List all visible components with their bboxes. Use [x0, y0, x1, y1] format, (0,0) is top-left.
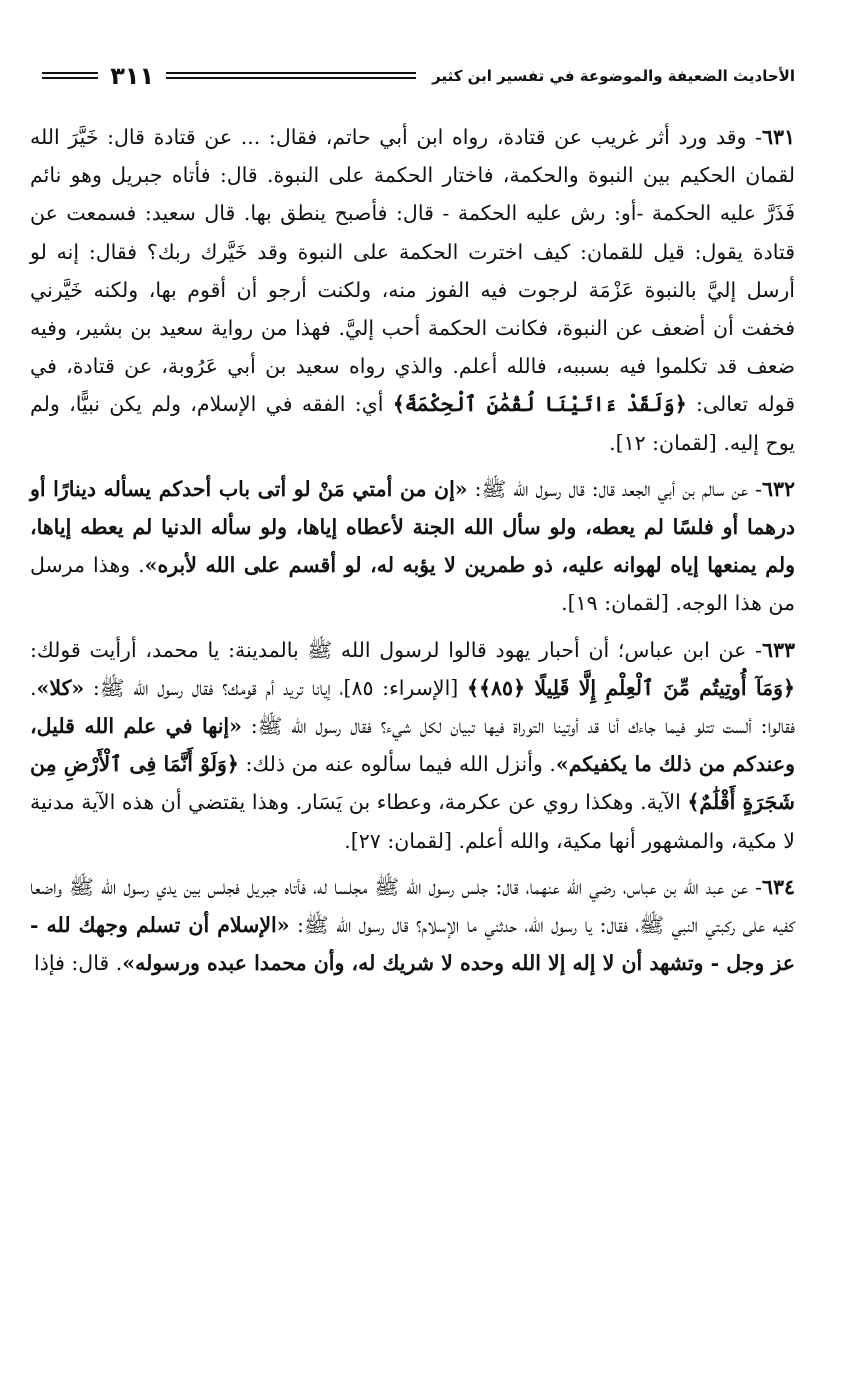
header-rule-end: [42, 71, 98, 81]
entry-number: ٦٣١: [761, 125, 795, 149]
entry-text: أي: الفقه في الإسلام، ولم يكن نبيًّا، ولم يوح إليه. [لقمان: ١٢].: [30, 392, 795, 455]
running-title: الأحاديث الضعيفة والموضوعة في تفسير ابن كثير: [432, 67, 795, 85]
entry-632: [30, 470, 795, 623]
quran-verse: ﴿وَلَقَدْ ءَاتَيْنَا لُقْمَٰنَ ٱلْحِكْمَةَ﴾: [392, 392, 687, 417]
entry-633: [30, 631, 795, 860]
entry-631: [30, 118, 795, 462]
entry-text: . وهذا مرسل من هذا الوجه. [لقمان: ١٩].: [30, 553, 795, 616]
entry-634: [30, 868, 795, 983]
quran-verse: ﴿وَلَوْ أَنَّمَا فِى ٱلْأَرْضِ مِن شَجَرَةٍ أَقْلَٰمٌ﴾: [30, 752, 795, 815]
entry-text: - عن ابن عباس؛ أن أحبار يهود قالوا لرسول الله ﷺ بالمدينة: يا محمد، أرأيت قولك:: [30, 637, 762, 662]
hadith-text: «كلا»: [36, 675, 85, 700]
entry-number: ٦٣٣: [761, 637, 795, 662]
hadith-text: «إن من أمتي مَنْ لو أتى باب أحدكم يسأله دينارًا أو درهما أو فلسًا لم يعطه، ولو سأل الله الجنة لأعطاه إياها، ولو سأله الدنيا لم يعطه إياها، ولم يمنعها إياه لهوانه عليه، ذو طمرين لا يؤبه له، لو أقسم على الله لأبره»: [30, 476, 795, 578]
entry-text: - عن عبد الله بن عباس، رضي الله عنهما، قال: جلس رسول الله ﷺ مجلسا له، فأتاه جبريل فجلس بين يدي رسول الله ﷺ واضعا كفيه على ركبتي النبي ﷺ، فقال: يا رسول الله، حدثني ما الإسلام؟ قال رسول الله ﷺ:: [30, 874, 795, 938]
entry-text: . فقالوا: ألست تتلو فيما جاءك أنا قد أوتينا التوراة فيها تبيان لكل شيء؟ فقال رسول الله ﷺ:: [30, 675, 795, 739]
header-rule-left: [166, 71, 416, 81]
hadith-text: «إنها في علم الله قليل، وعندكم من ذلك ما يكفيكم»: [30, 714, 795, 777]
page-number: ٣١١: [110, 62, 155, 90]
entry-text: - عن سالم بن أبي الجعد قال: قال رسول الله ﷺ:: [474, 476, 762, 501]
page-body: [30, 118, 795, 990]
entry-text: . قال: فإذا: [34, 951, 123, 976]
entry-text: . وأنزل الله فيما سألوه عنه من ذلك:: [245, 752, 556, 777]
entry-text: [الإسراء: ٨٥]، إيانا تريد أم قومك؟ فقال رسول الله ﷺ:: [92, 675, 459, 700]
hadith-text: «الإسلام أن تسلم وجهك لله - عز وجل - وتشهد أن لا إله إلا الله وحده لا شريك له، وأن محمدا عبده ورسوله»: [30, 913, 795, 976]
entry-number: ٦٣٢: [761, 476, 795, 501]
entry-number: ٦٣٤: [761, 874, 795, 899]
entry-text: - وقد ورد أثر غريب عن قتادة، رواه ابن أبي حاتم، فقال: ... عن قتادة قال: خَيَّرَ الله لقمان الحكيم بين النبوة والحكمة، فاختار الحكمة على النبوة. قال: فأتاه جبريل وهو نائم فَذَرَّ عليه الحكمة -أو: رش عليه الحكمة - قال: فأصبح ينطق بها. قال سعيد: فسمعت عن قتادة يقول: قيل للقمان: كيف اخترت الحكمة على النبوة وقد خَيَّرك ربك؟ فقال: إنه لو أرسل إليَّ بالنبوة عَزْمَة لرجوت فيه الفوز منه، ولكنت أرجو أن أقوم بها، ولكنه خَيَّرني فخفت أن أضعف عن النبوة، فكانت الحكمة أحب إليَّ. فهذا من رواية سعيد بن بشير، وفيه ضعف قد تكلموا فيه بسببه، فالله أعلم. والذي رواه سعيد بن أبي عَرُوبة، عن قتادة، في قوله تعالى:: [30, 125, 795, 417]
page-header: [30, 56, 795, 96]
quran-verse: ﴿وَمَآ أُوتِيتُم مِّنَ ٱلْعِلْمِ إِلَّا قَلِيلًا ﴿٨٥﴾﴾: [467, 675, 795, 700]
entry-text: الآية. وهكذا روي عن عكرمة، وعطاء بن يَسَار. وهذا يقتضي أن هذه الآية مدنية لا مكية، والمشهور أنها مكية، والله أعلم. [لقمان: ٢٧].: [30, 790, 795, 853]
